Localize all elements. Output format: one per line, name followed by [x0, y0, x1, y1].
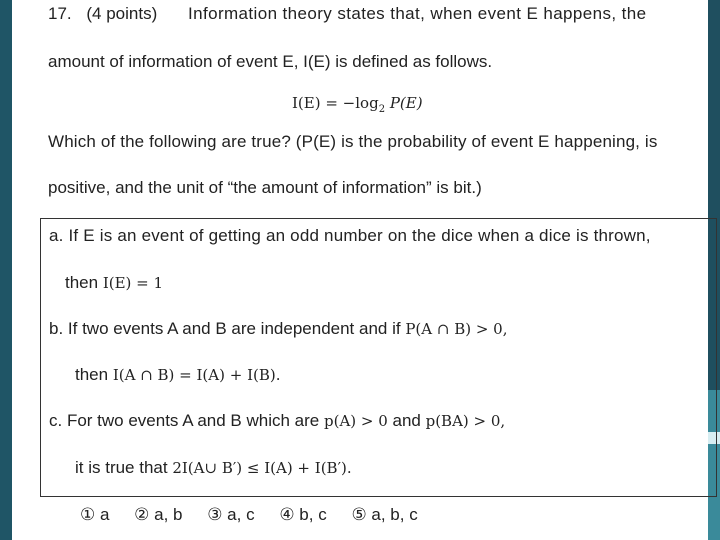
information-formula: $I(E) = -\log_2$ P(E)	[292, 94, 423, 115]
statement-b-line-1: b. If two events A and B are independent and if P(A ∩ B) > 0,	[49, 319, 508, 338]
choice-4[interactable]: ④ b, c	[279, 505, 327, 524]
question-line-3: Which of the following are true? (P(E) is the probability of event E happening, is	[48, 132, 658, 151]
question-line-4: positive, and the unit of “the amount of information” is bit.)	[48, 178, 482, 197]
question-line-1: Information theory states that, when event E happens, the	[187, 4, 647, 23]
statement-c-line-2: it is true that 2I(A∪ B′) ≤ I(A) + I(B′).	[75, 458, 352, 477]
statements-box	[40, 218, 717, 497]
statement-a-line-1: a. If E is an event of getting an odd number on the dice when a dice is thrown,	[49, 226, 651, 245]
choice-2[interactable]: ② a, b	[134, 505, 183, 524]
question-page	[12, 0, 708, 540]
question-line-2: amount of information of event E, I(E) is defined as follows.	[48, 52, 493, 71]
choice-5[interactable]: ⑤ a, b, c	[351, 505, 418, 524]
choice-3[interactable]: ③ a, c	[207, 505, 255, 524]
question-number: 17.	[48, 4, 72, 23]
choice-1[interactable]: ① a	[80, 505, 110, 524]
statement-c-line-1: c. For two events A and B which are p(A) > 0 and p(BA) > 0,	[49, 411, 506, 430]
question-points: (4 points)	[86, 4, 158, 23]
question-header	[48, 4, 646, 24]
answer-choices	[80, 505, 438, 525]
statement-b-line-2: then I(A ∩ B) = I(A) + I(B).	[75, 365, 281, 384]
statement-a-line-2: then I(E) = 1	[65, 273, 164, 292]
